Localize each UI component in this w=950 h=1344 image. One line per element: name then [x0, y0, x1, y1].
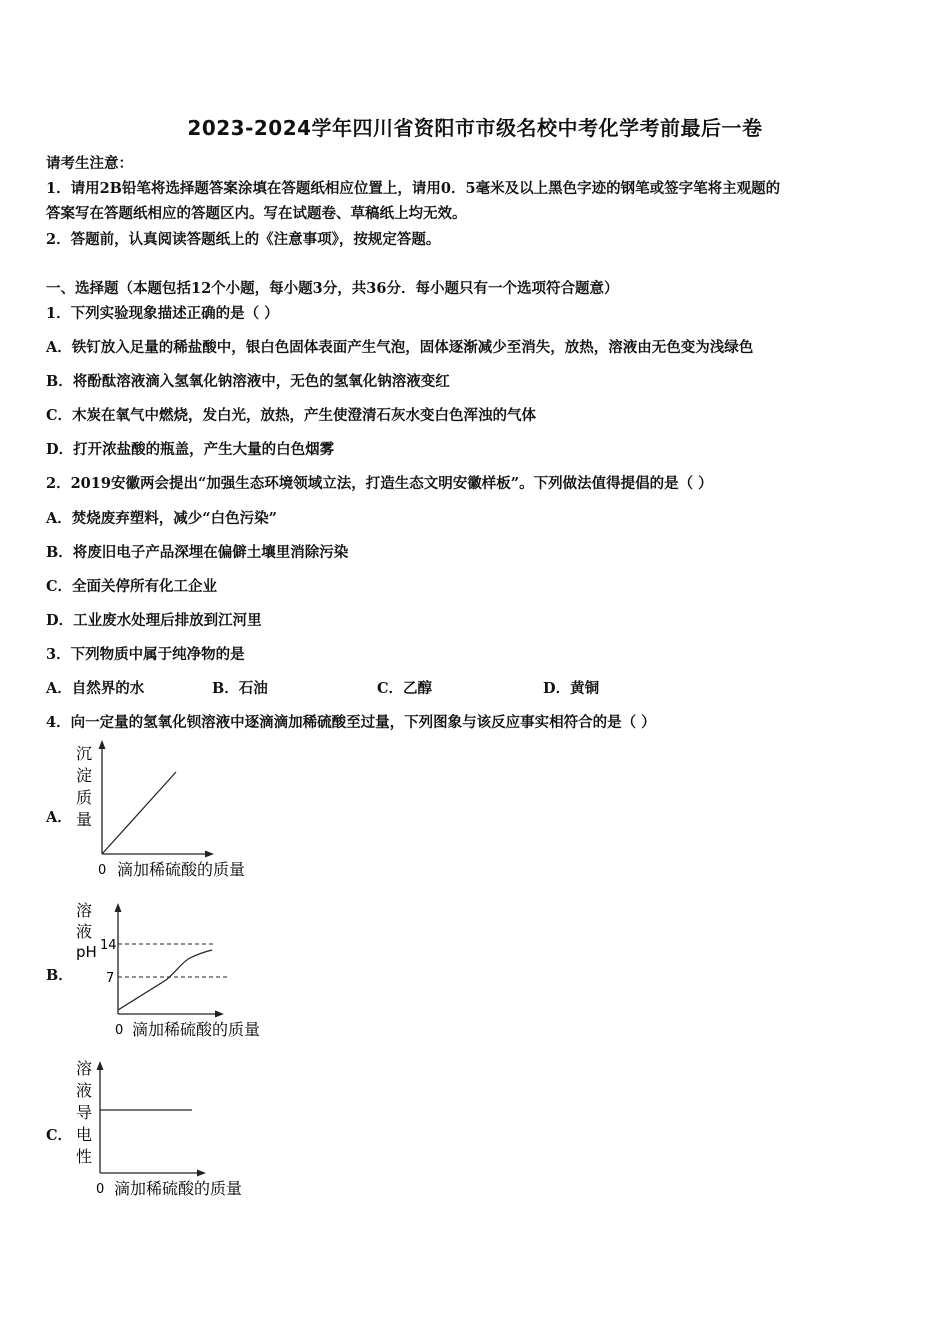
graph-c-origin: 0 — [96, 1182, 105, 1197]
graph-b-tick-7: 7 — [106, 971, 115, 986]
graph-b-tick-14: 14 — [100, 938, 117, 953]
graph-c-ylabel-3: 导 — [76, 1103, 93, 1122]
notice-item-1-line-1: 1．请用2B铅笔将选择题答案涂填在答题纸相应位置上，请用0．5毫米及以上黑色字迹的钢笔或签字笔将主观题的 — [46, 180, 781, 197]
question-2-option-a: A．焚烧废弃塑料，减少“白色污染” — [46, 510, 277, 527]
question-1-option-b: B．将酚酞溶液滴入氢氧化钠溶液中，无色的氢氧化钠溶液变红 — [46, 373, 450, 390]
question-1-option-a: A．铁钉放入足量的稀盐酸中，银白色固体表面产生气泡，固体逐渐减少至消失，放热，溶液由无色变为浅绿色 — [46, 339, 754, 356]
question-2-option-d: D．工业废水处理后排放到江河里 — [46, 612, 262, 629]
graph-b-curve — [118, 950, 212, 1010]
question-1-stem: 1．下列实验现象描述正确的是（ ） — [46, 305, 279, 322]
graph-c-xlabel: 滴加稀硫酸的质量 — [114, 1179, 243, 1198]
graph-b-ylabel-2: 液 — [76, 922, 93, 941]
graph-b-ylabel-unit: pH — [76, 943, 97, 961]
graph-a-curve — [102, 772, 176, 854]
graph-a-label: A． — [46, 809, 72, 826]
graph-a-origin: 0 — [98, 863, 107, 878]
question-3-option-c: C．乙醇 — [377, 680, 433, 697]
notice-item-1-line-2: 答案写在答题纸相应的答题区内。写在试题卷、草稿纸上均无效。 — [46, 205, 467, 222]
graph-c-x-arrow — [197, 1170, 206, 1177]
notice-heading: 请考生注意： — [46, 155, 133, 172]
graph-a-x-arrow — [205, 851, 214, 858]
graph-c-ylabel-2: 液 — [76, 1081, 93, 1100]
graph-b-xlabel: 滴加稀硫酸的质量 — [132, 1020, 261, 1039]
question-3-option-a: A．自然界的水 — [46, 680, 145, 697]
graph-a — [60, 738, 290, 883]
graph-b-label: B． — [46, 967, 73, 984]
question-3-option-d: D．黄铜 — [543, 680, 600, 697]
graph-c-ylabel-4: 电 — [76, 1125, 93, 1144]
graph-b-ylabel-1: 溶 — [76, 901, 93, 920]
question-2-option-b: B．将废旧电子产品深埋在偏僻土壤里消除污染 — [46, 544, 349, 561]
graph-b — [60, 898, 300, 1043]
graph-b-y-arrow — [115, 903, 122, 912]
question-3-option-b: B．石油 — [212, 680, 268, 697]
question-1-option-d: D．打开浓盐酸的瓶盖，产生大量的白色烟雾 — [46, 441, 335, 458]
graph-a-xlabel: 滴加稀硫酸的质量 — [117, 860, 246, 879]
graph-c-ylabel-1: 溶 — [76, 1059, 93, 1078]
question-2-stem: 2．2019安徽两会提出“加强生态环境领域立法，打造生态文明安徽样板”。下列做法值得提倡的是（ ） — [46, 475, 713, 492]
question-3-stem: 3．下列物质中属于纯净物的是 — [46, 646, 245, 663]
graph-c — [60, 1056, 300, 1204]
graph-a-ylabel-1: 沉 — [76, 744, 93, 763]
question-2-option-c: C．全面关停所有化工企业 — [46, 578, 218, 595]
graph-c-y-arrow — [97, 1061, 104, 1070]
question-3-options — [46, 677, 746, 697]
graph-c-ylabel-5: 性 — [76, 1147, 93, 1166]
graph-a-ylabel-2: 淀 — [76, 766, 93, 785]
question-4-stem: 4．向一定量的氢氧化钡溶液中逐滴滴加稀硫酸至过量，下列图象与该反应事实相符合的是（ ） — [46, 714, 656, 731]
page-title: 2023-2024学年四川省资阳市市级名校中考化学考前最后一卷 — [187, 116, 763, 140]
graph-a-y-arrow — [99, 740, 106, 749]
notice-item-2: 2．答题前，认真阅读答题纸上的《注意事项》，按规定答题。 — [46, 231, 441, 248]
section-1-heading: 一、选择题（本题包括12个小题，每小题3分，共36分．每小题只有一个选项符合题意） — [46, 280, 619, 297]
graph-a-ylabel-3: 质 — [76, 788, 93, 807]
graph-a-ylabel-4: 量 — [76, 810, 93, 829]
question-1-option-c: C．木炭在氧气中燃烧，发白光，放热，产生使澄清石灰水变白色浑浊的气体 — [46, 407, 537, 424]
graph-b-origin: 0 — [115, 1023, 124, 1038]
graph-c-label: C． — [46, 1127, 73, 1144]
graph-b-x-arrow — [215, 1011, 224, 1018]
